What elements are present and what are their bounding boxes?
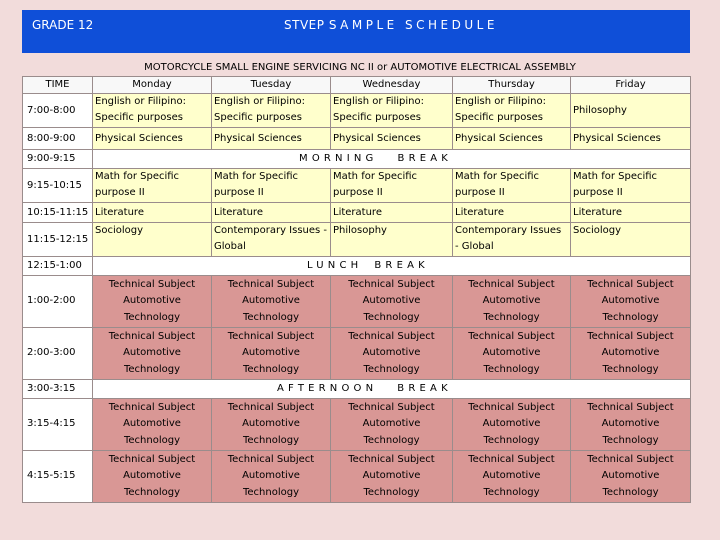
class-cell: Math for Specific purpose II [331,169,453,203]
class-cell: Contemporary Issues - Global [453,223,571,257]
class-cell: Technical Subject Automotive Technology [212,276,331,328]
table-row [23,328,691,380]
class-cell: Technical Subject Automotive Technology [453,451,571,503]
class-cell: Technical Subject Automotive Technology [212,399,331,451]
time-cell: 7:00-8:00 [23,94,93,128]
title-rest: SAMPLE SCHEDULE [328,18,498,32]
class-cell: Literature [93,203,212,223]
class-cell: Math for Specific purpose II [453,169,571,203]
class-cell: Literature [571,203,691,223]
class-cell: English or Filipino: Specific purposes [93,94,212,128]
time-cell: 2:00-3:00 [23,328,93,380]
break-row [23,257,691,276]
class-cell: Technical Subject Automotive Technology [331,328,453,380]
time-cell: 9:00-9:15 [23,150,93,169]
class-cell: Physical Sciences [453,128,571,150]
class-cell: Literature [212,203,331,223]
title-banner [22,10,690,53]
class-cell: Literature [331,203,453,223]
class-cell: Physical Sciences [331,128,453,150]
class-cell: Technical Subject Automotive Technology [571,451,691,503]
lunch-break-label: LUNCH BREAK [307,260,429,271]
col-header-wednesday: Wednesday [331,77,453,94]
break-label-cell [93,380,691,399]
table-row [23,169,691,203]
class-cell: Physical Sciences [212,128,331,150]
class-cell: Technical Subject Automotive Technology [571,276,691,328]
class-cell: English or Filipino: Specific purposes [331,94,453,128]
morning-break-label: MORNING BREAK [299,153,453,164]
time-cell: 3:00-3:15 [23,380,93,399]
time-cell: 9:15-10:15 [23,169,93,203]
table-row [23,451,691,503]
time-cell: 8:00-9:00 [23,128,93,150]
class-cell: Sociology [93,223,212,257]
time-cell: 11:15-12:15 [23,223,93,257]
class-cell: Technical Subject Automotive Technology [93,276,212,328]
title-prefix: STVEP [284,18,325,32]
class-cell: Philosophy [571,94,691,128]
table-row [23,203,691,223]
program-subtitle: MOTORCYCLE SMALL ENGINE SERVICING NC II or AUTOMOTIVE ELECTRICAL ASSEMBLY [144,62,576,73]
afternoon-break-label: AFTERNOON BREAK [277,383,452,394]
col-header-tuesday: Tuesday [212,77,331,94]
class-cell: Technical Subject Automotive Technology [453,328,571,380]
time-cell: 12:15-1:00 [23,257,93,276]
col-header-monday: Monday [93,77,212,94]
class-cell: Technical Subject Automotive Technology [212,451,331,503]
time-cell: 4:15-5:15 [23,451,93,503]
class-cell: Philosophy [331,223,453,257]
class-cell: Sociology [571,223,691,257]
break-label-cell [93,257,691,276]
break-row [23,380,691,399]
break-row [23,150,691,169]
table-row [23,223,691,257]
page-title [284,18,498,32]
class-cell: Technical Subject Automotive Technology [93,328,212,380]
col-header-time: TIME [23,77,93,94]
class-cell: Technical Subject Automotive Technology [453,276,571,328]
class-cell: Technical Subject Automotive Technology [331,399,453,451]
col-header-friday: Friday [571,77,691,94]
class-cell: Technical Subject Automotive Technology [571,399,691,451]
header-row [23,77,691,94]
class-cell: English or Filipino: Specific purposes [453,94,571,128]
class-cell: Physical Sciences [571,128,691,150]
time-cell: 10:15-11:15 [23,203,93,223]
class-cell: Technical Subject Automotive Technology [331,276,453,328]
table-row [23,399,691,451]
class-cell: Math for Specific purpose II [212,169,331,203]
class-cell: Technical Subject Automotive Technology [212,328,331,380]
grade-label: GRADE 12 [32,18,94,32]
class-cell: Technical Subject Automotive Technology [571,328,691,380]
col-header-thursday: Thursday [453,77,571,94]
table-row [23,128,691,150]
class-cell: Math for Specific purpose II [93,169,212,203]
break-label-cell [93,150,691,169]
class-cell: Literature [453,203,571,223]
time-cell: 3:15-4:15 [23,399,93,451]
class-cell: Technical Subject Automotive Technology [331,451,453,503]
class-cell: Contemporary Issues - Global [212,223,331,257]
class-cell: Math for Specific purpose II [571,169,691,203]
class-cell: Physical Sciences [93,128,212,150]
class-cell: Technical Subject Automotive Technology [93,451,212,503]
class-cell: Technical Subject Automotive Technology [93,399,212,451]
time-cell: 1:00-2:00 [23,276,93,328]
class-cell: English or Filipino: Specific purposes [212,94,331,128]
table-row [23,94,691,128]
table-row [23,276,691,328]
class-cell: Technical Subject Automotive Technology [453,399,571,451]
schedule-table [22,76,691,503]
